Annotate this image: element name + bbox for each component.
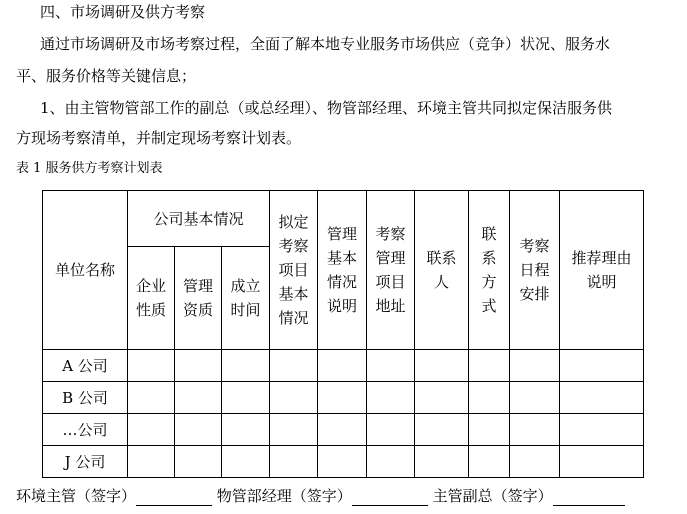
env-supervisor-sign-label: 环境主管（签字）	[16, 487, 137, 505]
property-manager-sign-label: 物管部经理（签字）	[216, 487, 352, 505]
paragraph-1-line-1: 通过市场调研及市场考察过程，全面了解本地专业服务市场供应（竞争）状况、服务水	[40, 35, 611, 53]
table-cell[interactable]	[318, 382, 367, 414]
vice-president-sign-label: 主管副总（签字）	[432, 487, 553, 505]
table-cell[interactable]	[510, 446, 560, 478]
paragraph-1-line-2: 平、服务价格等关键信息；	[16, 67, 197, 85]
table-cell[interactable]	[222, 414, 270, 446]
row-company-b: B 公司	[43, 382, 128, 414]
table-cell[interactable]	[367, 414, 415, 446]
table-cell[interactable]	[469, 382, 510, 414]
paragraph-2-line-2: 方现场考察清单，并制定现场考察计划表。	[16, 129, 302, 147]
table-cell[interactable]	[510, 414, 560, 446]
env-supervisor-sign-field[interactable]	[136, 487, 212, 506]
table-cell[interactable]	[510, 382, 560, 414]
table-cell[interactable]	[318, 350, 367, 382]
paragraph-2-line-1: 1、由主管物管部工作的副总（或总经理）、物管部经理、环境主管共同拟定保洁服务供	[40, 99, 613, 117]
header-schedule: 考察 日程 安排	[510, 191, 560, 350]
header-contact-method: 联 系 方 式	[469, 191, 510, 350]
table-cell[interactable]	[367, 446, 415, 478]
supplier-inspection-plan-table	[42, 190, 644, 478]
section-heading: 四、市场调研及供方考察	[40, 3, 206, 21]
table-row	[43, 382, 644, 414]
table-cell[interactable]	[128, 382, 175, 414]
row-company-ellipsis: …公司	[43, 414, 128, 446]
table-cell[interactable]	[469, 446, 510, 478]
row-company-a: A 公司	[43, 350, 128, 382]
table-cell[interactable]	[560, 350, 644, 382]
table-cell[interactable]	[415, 350, 469, 382]
table-cell[interactable]	[175, 350, 222, 382]
table-cell[interactable]	[175, 382, 222, 414]
header-unit-name: 单位名称	[43, 191, 128, 350]
table-cell[interactable]	[175, 414, 222, 446]
table-cell[interactable]	[175, 446, 222, 478]
table-cell[interactable]	[367, 382, 415, 414]
table-cell[interactable]	[270, 382, 318, 414]
row-company-j: J 公司	[43, 446, 128, 478]
table-cell[interactable]	[318, 414, 367, 446]
signature-line	[16, 486, 625, 506]
table-cell[interactable]	[560, 382, 644, 414]
header-planned-items: 拟定 考察 项目 基本 情况	[270, 191, 318, 350]
table-cell[interactable]	[270, 446, 318, 478]
table-row	[43, 414, 644, 446]
table-cell[interactable]	[469, 350, 510, 382]
table-cell[interactable]	[367, 350, 415, 382]
table-row	[43, 350, 644, 382]
table-cell[interactable]	[318, 446, 367, 478]
table-cell[interactable]	[222, 446, 270, 478]
header-management-qualification: 管理 资质	[175, 247, 222, 350]
table-cell[interactable]	[270, 414, 318, 446]
table-cell[interactable]	[128, 414, 175, 446]
table-cell[interactable]	[222, 382, 270, 414]
header-recommendation-reason: 推荐理由 说明	[560, 191, 644, 350]
table-cell[interactable]	[510, 350, 560, 382]
table-cell[interactable]	[222, 350, 270, 382]
header-enterprise-type: 企业 性质	[128, 247, 175, 350]
table-cell[interactable]	[270, 350, 318, 382]
table-cell[interactable]	[415, 382, 469, 414]
table-cell[interactable]	[469, 414, 510, 446]
table-cell[interactable]	[560, 414, 644, 446]
header-established-date: 成立 时间	[222, 247, 270, 350]
table-cell[interactable]	[560, 446, 644, 478]
table-caption: 表 1 服务供方考察计划表	[16, 161, 163, 176]
header-project-address: 考察 管理 项目 地址	[367, 191, 415, 350]
vice-president-sign-field[interactable]	[553, 487, 625, 506]
table-row	[43, 446, 644, 478]
property-manager-sign-field[interactable]	[352, 487, 428, 506]
table-cell[interactable]	[128, 446, 175, 478]
header-contact-person: 联系 人	[415, 191, 469, 350]
table-cell[interactable]	[415, 446, 469, 478]
header-company-basic-info: 公司基本情况	[128, 191, 270, 247]
table-cell[interactable]	[415, 414, 469, 446]
table-cell[interactable]	[128, 350, 175, 382]
header-management-description: 管理 基本 情况 说明	[318, 191, 367, 350]
